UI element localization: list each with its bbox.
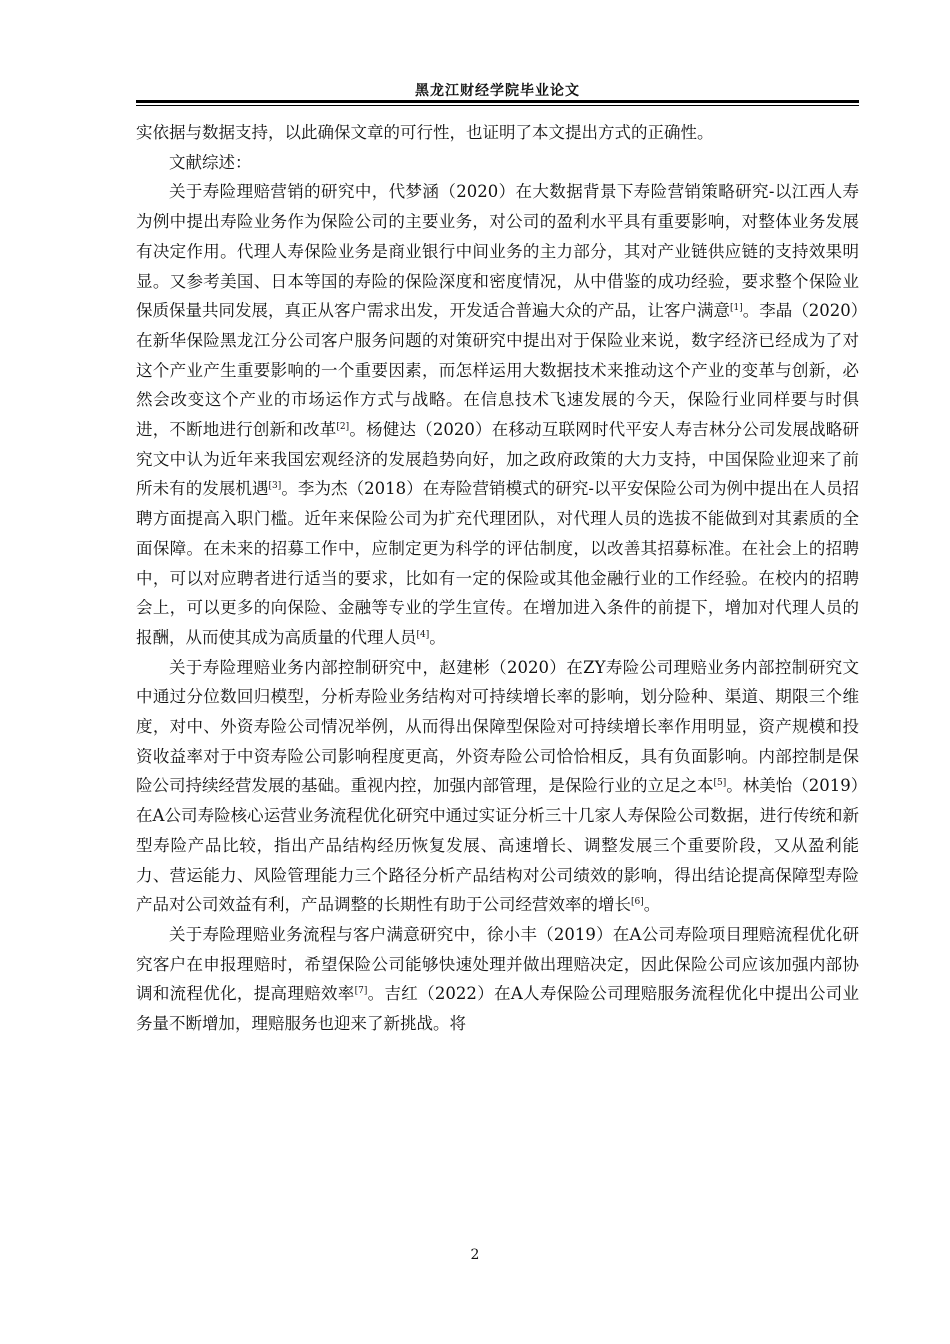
- text-run: 。吉红（2022）在A人寿保险公司理赔服务流程优化中提出公司业务量不断增加，理赔服务也迎来了新挑战。将: [136, 984, 859, 1034]
- text-run: 关于寿险理赔营销的研究中，代梦涵（2020）在大数据背景下寿险营销策略研究-以江西人寿为例中提出寿险业务作为保险公司的主要业务，对公司的盈利水平具有重要影响，对整体业务发展有决定作用。代理人寿保险业务是商业银行中间业务的主力部分，其对产业链供应链的支持效果明显。又参考美国、日本等国的寿险的保险深度和密度情况，从中借鉴的成功经验，要求整个保险业保质保量共同发展，真正从客户需求出发，开发适合普遍大众的产品，让客户满意: [136, 182, 859, 321]
- text-run: 。李晶（2020）在新华保险黑龙江分公司客户服务问题的对策研究中提出对于保险业来说，数字经济已经成为了对这个产业产生重要影响的一个重要因素，而怎样运用大数据技术来推动这个产业的变革与创新，必然会改变这个产业的市场运作方式与战略。在信息技术飞速发展的今天，保险行业同样要与时俱进，不断地进行创新和改革: [136, 301, 859, 440]
- text-run: 关于寿险理赔业务流程与客户满意研究中，徐小丰（2019）在A公司寿险项目理赔流程优化研究客户在申报理赔时，希望保险公司能够快速处理并做出理赔决定，因此保险公司应该加强内部协调和流程优化，提高理赔效率: [136, 924, 859, 1004]
- citation-7: [7]: [354, 986, 368, 997]
- citation-4: [4]: [416, 629, 430, 640]
- text-run: 关于寿险理赔业务内部控制研究中，赵建彬（2020）在ZY寿险公司理赔业务内部控制研究文中通过分位数回归模型，分析寿险业务结构对可持续增长率的影响，划分险种、渠道、期限三个维度，对中、外资寿险公司情况举例，从而得出保障型保险对可持续增长率作用明显，资产规模和投资收益率对于中资寿险公司影响程度更高，外资寿险公司恰恰相反，具有负面影响。内部控制是保险公司持续经营发展的基础。重视内控，加强内部管理，是保险行业的立足之本: [136, 657, 859, 796]
- header-rule-thin: [136, 105, 859, 106]
- body-text: [136, 118, 859, 1039]
- citation-6: [6]: [631, 897, 644, 908]
- text-run: 。杨健达（2020）在移动互联网时代平安人寿吉林分公司发展战略研究文中认为近年来我国宏观经济的发展趋势向好，加之政府政策的大力支持，中国保险业迎来了前所未有的发展机遇: [136, 420, 859, 499]
- text-run: 。: [643, 895, 661, 915]
- text-run: 。李为杰（2018）在寿险营销模式的研究-以平安保险公司为例中提出在人员招聘方面提高入职门槛。近年来保险公司为扩充代理团队，对代理人员的选拔不能做到对其素质的全面保障。在未来的招募工作中，应制定更为科学的评估制度，以改善其招募标准。在社会上的招聘中，可以对应聘者进行适当的要求，比如有一定的保险或其他金融行业的工作经验。在校内的招聘会上，可以更多的向保险、金融等专业的学生宣传。在增加进入条件的前提下，增加对代理人员的报酬，从而使其成为高质量的代理人员: [136, 479, 859, 647]
- paragraph-process-satisfaction: [136, 920, 859, 1039]
- citation-5: [5]: [713, 778, 727, 789]
- paragraph-continuation: 实依据与数据支持，以此确保文章的可行性，也证明了本文提出方式的正确性。: [136, 123, 714, 142]
- citation-3: [3]: [268, 481, 282, 492]
- paragraph-internal-control: [136, 653, 859, 920]
- running-header-title: 黑龙江财经学院毕业论文: [415, 83, 580, 99]
- text-run: 。林美怡（2019）在A公司寿险核心运营业务流程优化研究中通过实证分析三十几家人寿保险公司数据，进行传统和新型寿险产品比较，指出产品结构经历恢复发展、高速增长、调整发展三个重要阶段，又从盈利能力、营运能力、风险管理能力三个路径分析产品结构对公司绩效的影响，得出结论提高保障型寿险产品对公司效益有利，产品调整的长期性有助于公司经营效率的增长: [136, 776, 859, 915]
- text-run: 。: [429, 627, 446, 647]
- section-label-literature-review: 文献综述：: [169, 152, 252, 172]
- citation-2: [2]: [336, 422, 350, 433]
- header-rule-thick: [136, 100, 859, 103]
- paragraph-marketing-research: [136, 177, 859, 652]
- page-number: 2: [470, 1247, 480, 1263]
- citation-1: [1]: [730, 303, 743, 314]
